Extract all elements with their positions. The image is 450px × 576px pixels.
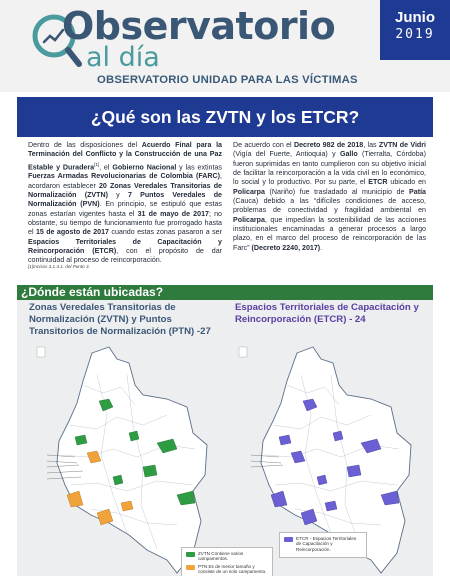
text-run-bold: ZVTN de Vidri [378, 141, 426, 149]
text-run-bold: 15 de agosto de 2017 [35, 228, 109, 237]
footnote: [1]Incisos 3.1.4.1. del Punto 3. [28, 264, 90, 269]
text-run: y las extintas [179, 163, 222, 172]
text-run-bold: Policarpa [233, 215, 265, 224]
article-right-column [233, 141, 426, 253]
masthead [0, 0, 450, 92]
legend-row-zvtn [186, 551, 268, 562]
maps-section [17, 285, 433, 576]
text-run: , las [363, 141, 377, 149]
text-run: , el [99, 163, 110, 172]
legend-zvtn-ptn [181, 547, 273, 576]
text-run-bold: 31 de mayo de 2017 [137, 209, 209, 218]
text-run: , acordaron establecer [28, 172, 222, 190]
text-run-bold: Fuerzas Armadas Revolucionarias de Colombia (FARC) [28, 172, 221, 181]
map-left-title: Zonas Veredales Transitorias de Normalización (ZVTN) y Puntos Transitorios de Normalización (PTN) -27 [29, 302, 211, 337]
purple-swatch-icon [284, 537, 293, 542]
map-right-title: Espacios Territoriales de Capacitación y Reincorporación (ETCR) - 24 [235, 302, 419, 325]
legend-etcr [279, 532, 367, 558]
map-left-colombia [37, 347, 207, 573]
issue-year: 2019 [395, 27, 435, 42]
text-run-bold: (Decreto 2240, 2017) [251, 243, 321, 252]
text-run: y [116, 191, 120, 200]
issue-date-badge [380, 0, 450, 60]
text-run-bold: Gobierno Nacional [112, 163, 177, 172]
text-run-bold: 7 Puntos Veredales de Normalización (PVN) [28, 191, 222, 209]
text-run: cuando estas zonas pasaron a ser [111, 228, 222, 237]
article-left-column [28, 141, 222, 266]
text-run: (Cauca) debido a las “difíciles condiciones de acceso, problemas de conectividad y fragilidad ambiental en [233, 197, 426, 215]
legend-row-ptn [186, 564, 268, 575]
article-title: ¿Qué son las ZVTN y los ETCR? [17, 97, 433, 137]
text-run: , que impedían la sostenibilidad de las acciones institucionales encaminadas a generar procesos a largo plazo, en el marco del proceso de reincorporación de las Farc” [233, 215, 426, 252]
text-run-bold: Espacios Territoriales de Capacitación y Reincorporación (ETCR) [28, 237, 222, 256]
text-run: ; no obstante, su tiempo de funcionamiento fue prorrogado hasta el [28, 209, 222, 237]
text-run-bold: 20 Zonas Veredales Transitorias de Normalización (ZVTN) [28, 181, 222, 200]
text-run: . En principio, se estipuló que estas zonas estarían vigentes hasta el [28, 200, 222, 218]
masthead-tagline: OBSERVATORIO UNIDAD PARA LAS VÍCTIMAS [97, 74, 358, 86]
text-run: (Nariño) fue trasladado al municipio de [269, 187, 405, 196]
text-run: De acuerdo con el [233, 141, 292, 149]
text-run: Dentro de las disposiciones del [28, 141, 138, 149]
text-run: . [320, 243, 323, 252]
text-run: ubicado en [390, 178, 426, 187]
text-run-bold: Decreto 982 de 2018 [293, 141, 364, 149]
footnote-ref: [1] [94, 161, 100, 167]
text-run-bold: Patía [409, 187, 426, 196]
text-run-bold: Policarpa [233, 187, 265, 196]
legend-etcr-label: ETCR - Espacios Territoriales de Capacitación y Reincorporación. [296, 536, 357, 552]
text-run-bold: ETCR [368, 178, 388, 187]
text-run: (Tierralta, Córdoba) fueron suprimidas en tanto cumplieron con su objetivo inicial de facilitar la reincorporación a la vida civil en lo económico, lo social y lo productivo. Por su parte, el [233, 150, 426, 187]
text-run: , con el propósito de dar continuidad al proceso de reincorporación. [28, 247, 223, 265]
legend-row-etcr [284, 536, 362, 552]
green-swatch-icon [186, 552, 195, 557]
maps-section-title: ¿Dónde están ubicadas? [17, 285, 433, 300]
legend-ptn-label: PTN Es de menor tamaño y consiste de un solo campamento. [198, 563, 267, 574]
maps-graphic [17, 345, 433, 576]
masthead-subtitle: al día [86, 42, 160, 73]
legend-zvtn-label: ZVTN Contiene varios campamentos. [198, 551, 244, 562]
text-run: (Vigía del Fuerte, Antioquia) y [233, 150, 336, 159]
issue-month: Junio [395, 9, 435, 26]
masthead-title: Observatorio [62, 4, 336, 48]
text-run-bold: Gallo [339, 150, 358, 159]
orange-swatch-icon [186, 565, 195, 570]
text-run-bold: Acuerdo Final para la Terminación del Conflicto y la Construcción de una Paz Estable y Duradera [28, 141, 222, 172]
